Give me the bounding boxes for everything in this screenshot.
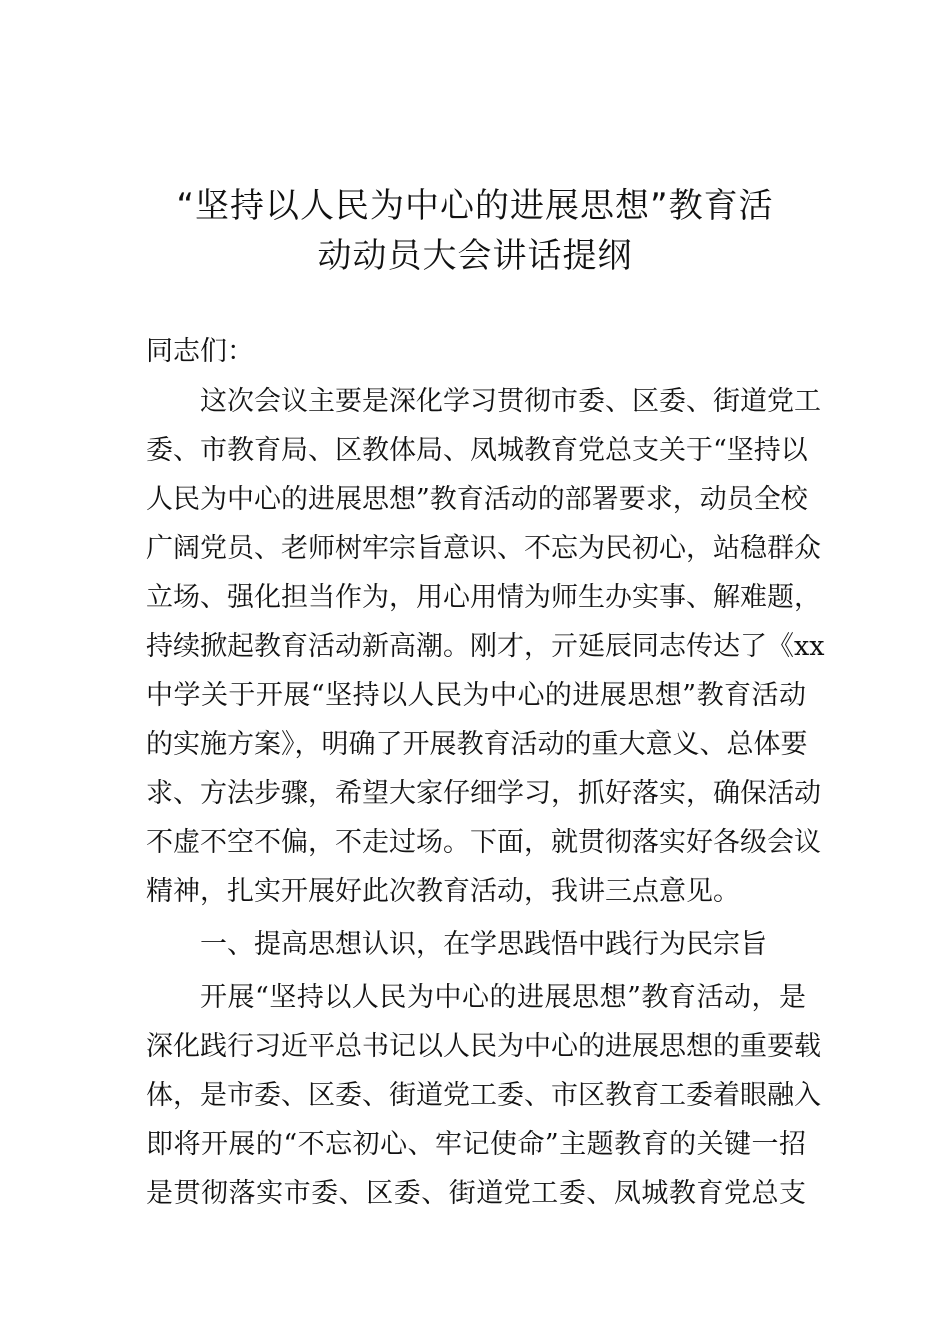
document-title-line-2: 动动员大会讲话提纲 [317, 236, 633, 276]
paragraph-line: 立场、强化担当作为，用心用情为师生办实事、解难题， [146, 582, 821, 613]
section-heading: 一、提高思想认识，在学思践悟中践行为民宗旨 [200, 929, 767, 960]
paragraph-line: 广阔党员、老师树牢宗旨意识、不忘为民初心，站稳群众 [146, 533, 821, 564]
salutation: 同志们： [146, 336, 254, 367]
paragraph-line: 这次会议主要是深化学习贯彻市委、区委、街道党工 [200, 386, 821, 417]
paragraph-line: 持续掀起教育活动新高潮。刚才，亓延辰同志传达了《xx [146, 631, 825, 662]
paragraph-line: 委、市教育局、区教体局、凤城教育党总支关于“坚持以 [146, 435, 808, 466]
paragraph-line: 人民为中心的进展思想”教育活动的部署要求，动员全校 [146, 484, 808, 515]
paragraph-line: 即将开展的“不忘初心、牢记使命”主题教育的关键一招 [146, 1129, 806, 1160]
paragraph-line: 体，是市委、区委、街道党工委、市区教育工委着眼融入 [146, 1080, 821, 1111]
paragraph-line: 是贯彻落实市委、区委、街道党工委、凤城教育党总支 [146, 1178, 806, 1209]
paragraph-line: 精神，扎实开展好此次教育活动，我讲三点意见。 [146, 876, 740, 907]
paragraph-line: 求、方法步骤，希望大家仔细学习，抓好落实，确保活动 [146, 778, 821, 809]
paragraph-line: 中学关于开展“坚持以人民为中心的进展思想”教育活动 [146, 680, 806, 711]
paragraph-line: 不虚不空不偏，不走过场。下面，就贯彻落实好各级会议 [146, 827, 821, 858]
paragraph-line: 开展“坚持以人民为中心的进展思想”教育活动，是 [200, 982, 806, 1013]
document-title-line-1: “坚持以人民为中心的进展思想”教育活 [176, 186, 774, 226]
paragraph-line: 深化践行习近平总书记以人民为中心的进展思想的重要载 [146, 1031, 821, 1062]
paragraph-line: 的实施方案》，明确了开展教育活动的重大意义、总体要 [146, 729, 808, 760]
